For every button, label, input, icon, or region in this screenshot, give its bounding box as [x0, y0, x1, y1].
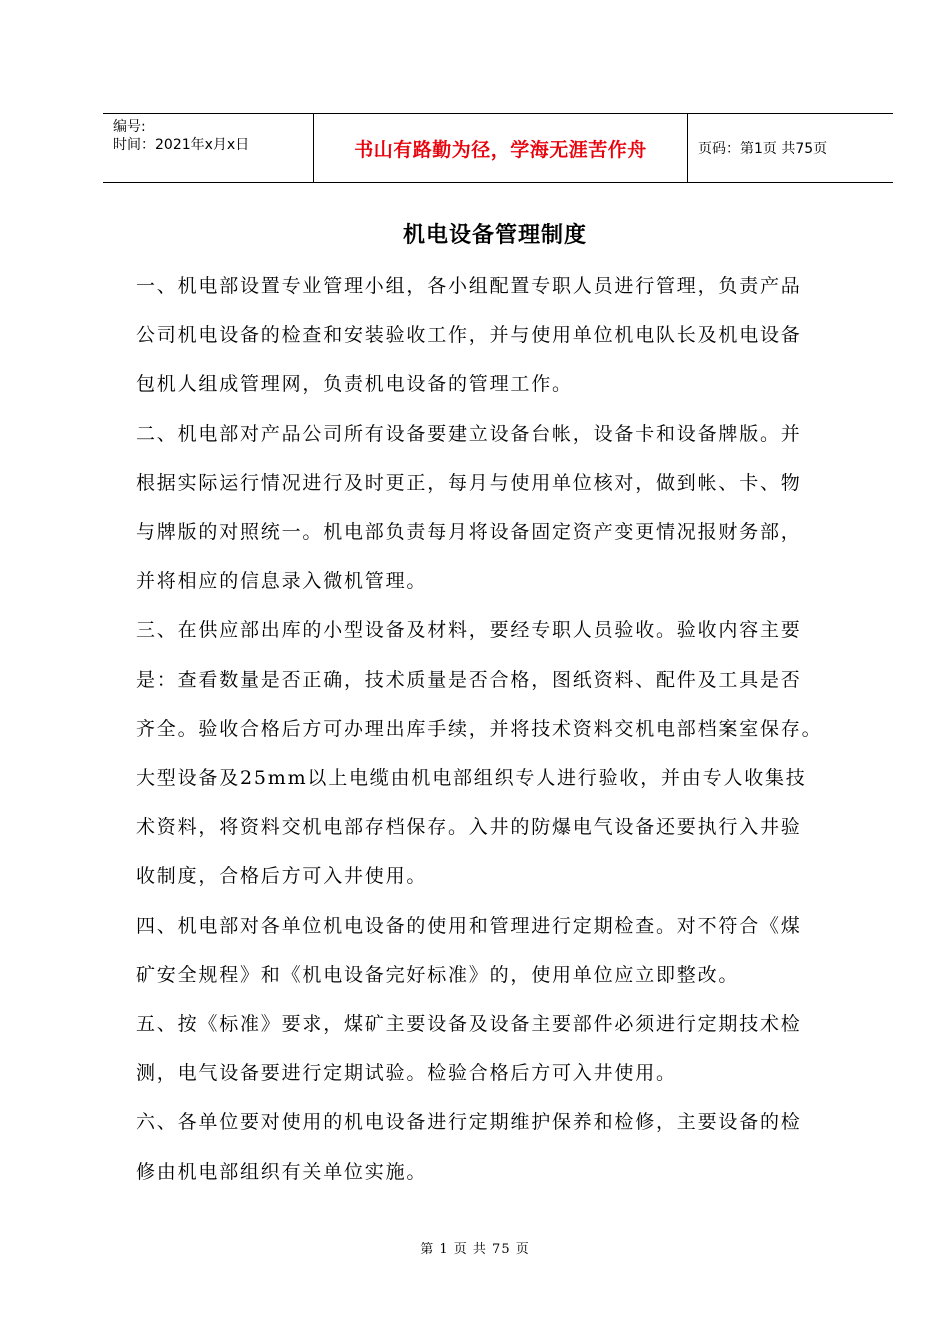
- document-time-label: 时间：2021年x月x日: [113, 137, 250, 153]
- body-line: 三、在供应部出库的小型设备及材料，要经专职人员验收。验收内容主要: [136, 619, 802, 642]
- body-line: 大型设备及25mm以上电缆由机电部组织专人进行验收，并由专人收集技: [136, 767, 807, 790]
- body-line: 公司机电设备的检查和安装验收工作，并与使用单位机电队长及机电设备: [136, 324, 802, 347]
- body-line: 矿安全规程》和《机电设备完好标准》的，使用单位应立即整改。: [136, 963, 740, 986]
- body-line: 并将相应的信息录入微机管理。: [136, 570, 428, 593]
- body-line: 包机人组成管理网，负责机电设备的管理工作。: [136, 373, 573, 396]
- body-line: 四、机电部对各单位机电设备的使用和管理进行定期检查。对不符合《煤: [136, 914, 802, 937]
- body-line: 六、各单位要对使用的机电设备进行定期维护保养和检修，主要设备的检: [136, 1111, 802, 1134]
- header-meta-cell: [103, 114, 314, 182]
- body-line: 一、机电部设置专业管理小组，各小组配置专职人员进行管理，负责产品: [136, 275, 802, 297]
- body-line: 收制度，合格后方可入井使用。: [136, 865, 428, 888]
- body-line: 齐全。验收合格后方可办理出库手续，并将技术资料交机电部档案室保存。: [136, 717, 823, 740]
- body-line: 测，电气设备要进行定期试验。检验合格后方可入井使用。: [136, 1062, 677, 1085]
- document-body: [136, 262, 856, 1197]
- header-table: [103, 113, 893, 183]
- document-title: 机电设备管理制度: [402, 223, 587, 248]
- body-line: 是：查看数量是否正确，技术质量是否合格，图纸资料、配件及工具是否: [136, 668, 802, 691]
- body-line: 术资料，将资料交机电部存档保存。入井的防爆电气设备还要执行入井验: [136, 816, 802, 839]
- header-page-info: 页码：第1页 共75页: [698, 141, 828, 157]
- document-number-label: 编号:: [113, 119, 146, 135]
- body-line: 二、机电部对产品公司所有设备要建立设备台帐，设备卡和设备牌版。并: [136, 422, 802, 445]
- header-motto: 书山有路勤为径，学海无涯苦作舟: [314, 114, 688, 182]
- page-footer: 第 1 页 共 75 页: [420, 1242, 530, 1257]
- body-line: 修由机电部组织有关单位实施。: [136, 1160, 428, 1183]
- body-line: 根据实际运行情况进行及时更正，每月与使用单位核对，做到帐、卡、物: [136, 471, 802, 494]
- body-line: 五、按《标准》要求，煤矿主要设备及设备主要部件必须进行定期技术检: [136, 1013, 802, 1036]
- body-line: 与牌版的对照统一。机电部负责每月将设备固定资产变更情况报财务部，: [136, 521, 802, 544]
